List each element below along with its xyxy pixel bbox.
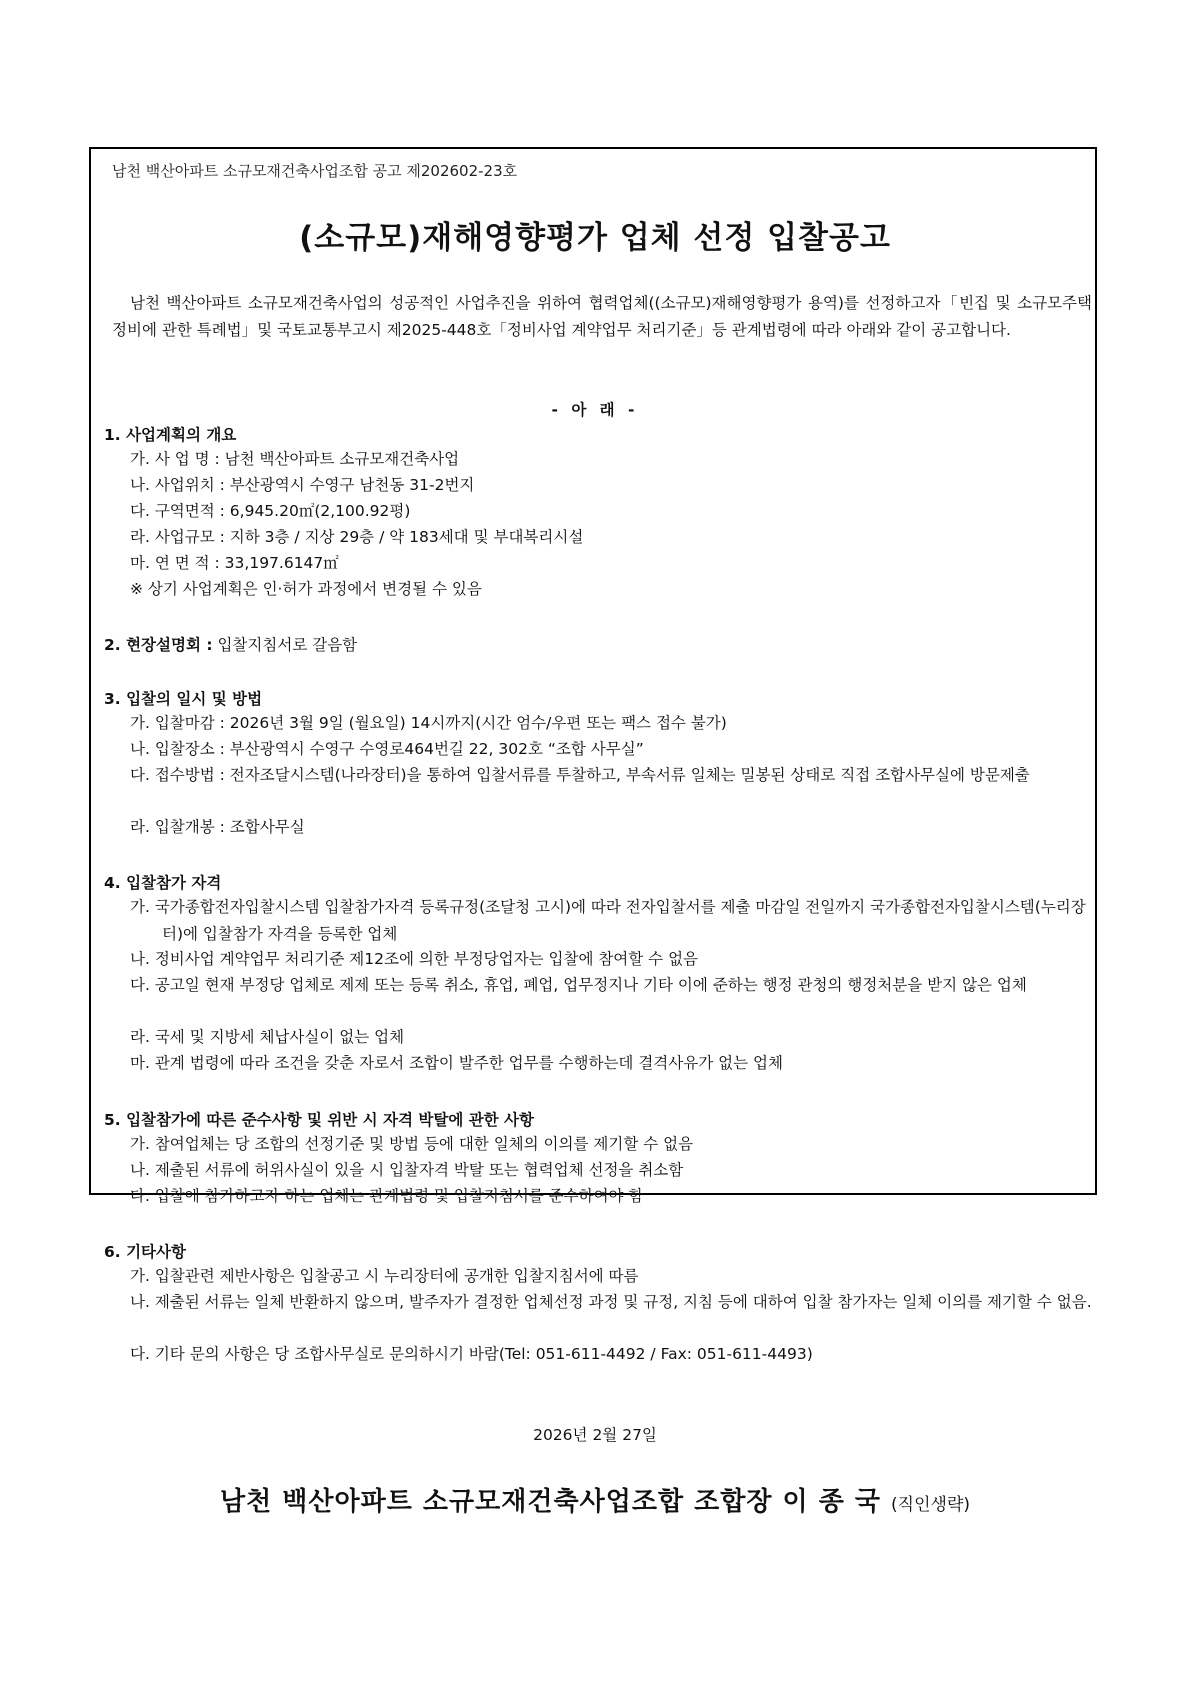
section-4-item: 다. 공고일 현재 부정당 업체로 제제 또는 등록 취소, 휴업, 폐업, 업무정지나 기타 이에 준하는 행정 관청의 행정처분을 받지 않은 업체 bbox=[130, 976, 1027, 994]
section-6-item: 나. 제출된 서류는 일체 반환하지 않으며, 발주자가 결정한 업체선정 과정 및 규정, 지침 등에 대하여 입찰 참가자는 일체 이의를 제기할 수 없음. bbox=[130, 1293, 1092, 1311]
section-1-item: 라. 사업규모 : 지하 3층 / 지상 29층 / 약 183세대 및 부대복리시설 bbox=[130, 528, 584, 546]
section-4-item: 나. 정비사업 계약업무 처리기준 제12조에 의한 부정당업자는 입찰에 참여할 수 없음 bbox=[130, 950, 699, 968]
section-5-title: 5. 입찰참가에 따른 준수사항 및 위반 시 자격 박탈에 관한 사항 bbox=[104, 1111, 534, 1129]
section-1-item: 다. 구역면적 : 6,945.20㎡(2,100.92평) bbox=[130, 502, 411, 520]
section-2-text: 입찰지침서로 갈음함 bbox=[212, 636, 358, 654]
section-5-item: 나. 제출된 서류에 허위사실이 있을 시 입찰자격 박탈 또는 협력업체 선정을 취소함 bbox=[130, 1161, 684, 1179]
section-2-title: 2. 현장설명회 : 입찰지침서로 갈음함 bbox=[104, 636, 358, 654]
section-1-item: 마. 연 면 적 : 33,197.6147㎡ bbox=[130, 554, 339, 572]
section-4-item: 가. 국가종합전자입찰시스템 입찰참가자격 등록규정(조달청 고시)에 따라 전자입찰서를 제출 마감일 전일까지 국가종합전자입찰시스템(누리장터)에 입찰참가 자격을 등록한 업체 bbox=[130, 898, 1086, 943]
signer-line bbox=[0, 1481, 1190, 1518]
section-4-item: 라. 국세 및 지방세 체납사실이 없는 업체 bbox=[130, 1028, 405, 1046]
section-6-item: 다. 기타 문의 사항은 당 조합사무실로 문의하시기 바람(Tel: 051-611-4492 / Fax: 051-611-4493) bbox=[130, 1345, 813, 1363]
section-6-title: 6. 기타사항 bbox=[104, 1243, 186, 1261]
section-4-item: 마. 관계 법령에 따라 조건을 갖춘 자로서 조합이 발주한 업무를 수행하는데 결격사유가 없는 업체 bbox=[130, 1054, 783, 1072]
signer-name: 남천 백산아파트 소규모재건축사업조합 조합장 이 종 국 bbox=[220, 1487, 881, 1517]
arae-heading: - 아 래 - bbox=[551, 401, 639, 419]
section-3-title: 3. 입찰의 일시 및 방법 bbox=[104, 690, 263, 708]
section-3-item: 다. 접수방법 : 전자조달시스템(나라장터)을 통하여 입찰서류를 투찰하고, 부속서류 일체는 밀봉된 상태로 직접 조합사무실에 방문제출 bbox=[130, 766, 1030, 784]
section-3-item: 나. 입찰장소 : 부산광역시 수영구 수영로464번길 22, 302호 “조합 사무실” bbox=[130, 740, 644, 758]
section-1-item: 나. 사업위치 : 부산광역시 수영구 남천동 31-2번지 bbox=[130, 476, 475, 494]
section-1-item: 가. 사 업 명 : 남천 백산아파트 소규모재건축사업 bbox=[130, 450, 460, 468]
notice-title: (소규모)재해영향평가 업체 선정 입찰공고 bbox=[299, 220, 891, 256]
notice-date: 2026년 2월 27일 bbox=[533, 1426, 657, 1444]
section-1-title: 1. 사업계획의 개요 bbox=[104, 426, 237, 444]
intro-paragraph: 남천 백산아파트 소규모재건축사업의 성공적인 사업추진을 위하여 협력업체((소규모)재해영향평가 용역)를 선정하고자「빈집 및 소규모주택 정비에 관한 특례법」및 국토교통부고시 제2025-448호「정비사업 계약업무 처리기준」등 관계법령에 따라 아래와 같이 공고합니다. bbox=[112, 294, 1092, 339]
section-5-item: 가. 참여업체는 당 조합의 선정기준 및 방법 등에 대한 일체의 이의를 제기할 수 없음 bbox=[130, 1135, 694, 1153]
section-6-item: 가. 입찰관련 제반사항은 입찰공고 시 누리장터에 공개한 입찰지침서에 따름 bbox=[130, 1267, 639, 1285]
notice-number: 남천 백산아파트 소규모재건축사업조합 공고 제202602-23호 bbox=[112, 162, 518, 180]
section-3-item: 가. 입찰마감 : 2026년 3월 9일 (월요일) 14시까지(시간 엄수/우편 또는 팩스 접수 불가) bbox=[130, 714, 727, 732]
seal-note: (직인생략) bbox=[891, 1495, 970, 1515]
section-4-title: 4. 입찰참가 자격 bbox=[104, 874, 222, 892]
section-5-item: 다. 입찰에 참가하고자 하는 업체는 관계법령 및 입찰지침서를 준수하여야 함 bbox=[130, 1187, 644, 1205]
section-1-note: ※ 상기 사업계획은 인·허가 과정에서 변경될 수 있음 bbox=[130, 580, 482, 598]
section-3-item: 라. 입찰개봉 : 조합사무실 bbox=[130, 818, 305, 836]
